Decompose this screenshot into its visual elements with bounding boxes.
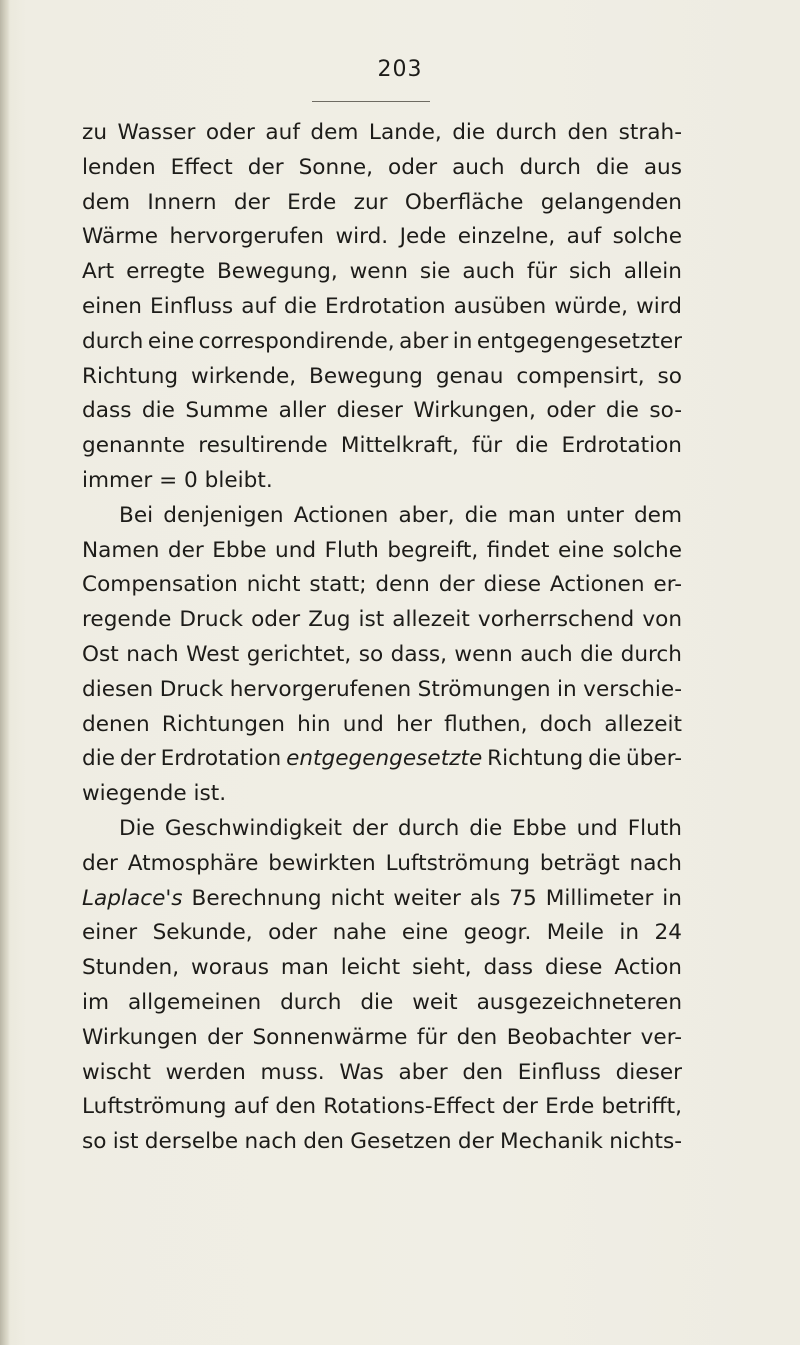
- text-segment: die der Erdrotation: [82, 746, 287, 772]
- text-line: [82, 1090, 682, 1125]
- text-segment: Ost nach West gerichtet, so dass, wenn auch die durch: [82, 641, 682, 667]
- text-line: [82, 882, 682, 917]
- text-line: [82, 708, 682, 743]
- text-segment: Bei denjenigen Actionen aber, die man unter dem: [119, 502, 682, 528]
- italic-text: Laplace's: [82, 885, 183, 911]
- text-segment: lenden Effect der Sonne, oder auch durch die aus: [82, 154, 682, 180]
- text-line: [82, 534, 682, 569]
- text-line: [82, 603, 682, 638]
- text-segment: einer Sekunde, oder nahe eine geogr. Meile in 24: [82, 920, 682, 946]
- text-line: [82, 360, 682, 395]
- text-segment: der Atmosphäre bewirkten Luftströmung beträgt nach: [82, 850, 682, 876]
- text-line: [82, 116, 682, 151]
- text-segment: Compensation nicht statt; denn der diese Actionen er-: [82, 572, 682, 598]
- text-line: [82, 499, 682, 534]
- text-line: [82, 742, 682, 777]
- text-line: [82, 290, 682, 325]
- text-line: [82, 1021, 682, 1056]
- text-line: [82, 464, 682, 499]
- text-line: [82, 847, 682, 882]
- text-line: [82, 325, 682, 360]
- binding-edge: [0, 0, 10, 1345]
- text-segment: dem Innern der Erde zur Oberfläche gelangenden: [82, 189, 682, 215]
- text-segment: Richtung wirkende, Bewegung genau compensirt, so: [82, 363, 682, 389]
- text-line: [82, 638, 682, 673]
- text-segment: denen Richtungen hin und her fluthen, doch allezeit: [82, 711, 682, 737]
- text-line: [82, 220, 682, 255]
- page-number: 203: [377, 57, 423, 82]
- text-segment: immer = 0 bleibt.: [82, 467, 273, 493]
- text-segment: Namen der Ebbe und Fluth begreift, findet eine solche: [82, 537, 682, 563]
- text-segment: Wärme hervorgerufen wird. Jede einzelne, auf solche: [82, 224, 682, 250]
- text-segment: regende Druck oder Zug ist allezeit vorherrschend von: [82, 607, 682, 633]
- text-line: [82, 394, 682, 429]
- text-line: [82, 1125, 682, 1160]
- text-line: [82, 1056, 682, 1091]
- text-segment: Luftströmung auf den Rotations-Effect der Erde betrifft,: [82, 1094, 682, 1120]
- text-line: [82, 673, 682, 708]
- body-text: [82, 116, 682, 1160]
- text-segment: wischt werden muss. Was aber den Einfluss dieser: [82, 1059, 682, 1085]
- text-segment: genannte resultirende Mittelkraft, für die Erdrotation: [82, 433, 682, 459]
- text-segment: zu Wasser oder auf dem Lande, die durch den strah-: [82, 120, 682, 145]
- text-segment: Die Geschwindigkeit der durch die Ebbe und Fluth: [119, 815, 682, 841]
- text-line: [82, 986, 682, 1021]
- text-segment: Stunden, woraus man leicht sieht, dass diese Action: [82, 955, 682, 981]
- text-line: [82, 151, 682, 186]
- text-segment: einen Einfluss auf die Erdrotation ausüben würde, wird: [82, 293, 682, 319]
- text-segment: diesen Druck hervorgerufenen Strömungen in verschie-: [82, 676, 682, 702]
- text-segment: Wirkungen der Sonnenwärme für den Beobachter ver-: [82, 1024, 682, 1050]
- header-rule: [312, 101, 430, 102]
- text-line: [82, 255, 682, 290]
- text-segment: Berechnung nicht weiter als 75 Millimeter in: [182, 885, 682, 911]
- text-segment: dass die Summe aller dieser Wirkungen, oder die so-: [82, 398, 682, 424]
- text-segment: Richtung die über-: [482, 746, 682, 772]
- text-segment: Art erregte Bewegung, wenn sie auch für sich allein: [82, 259, 682, 285]
- text-segment: im allgemeinen durch die weit ausgezeichneteren: [82, 989, 682, 1015]
- text-line: [82, 568, 682, 603]
- text-segment: wiegende ist.: [82, 781, 227, 807]
- text-line: [82, 186, 682, 221]
- text-line: [82, 777, 682, 812]
- text-segment: durch eine correspondirende, aber in entgegengesetzter: [82, 328, 682, 354]
- text-line: [82, 812, 682, 847]
- text-line: [82, 916, 682, 951]
- text-line: [82, 951, 682, 986]
- text-line: [82, 429, 682, 464]
- italic-text: entgegengesetzte: [286, 746, 483, 772]
- text-segment: so ist derselbe nach den Gesetzen der Mechanik nichts-: [82, 1129, 682, 1155]
